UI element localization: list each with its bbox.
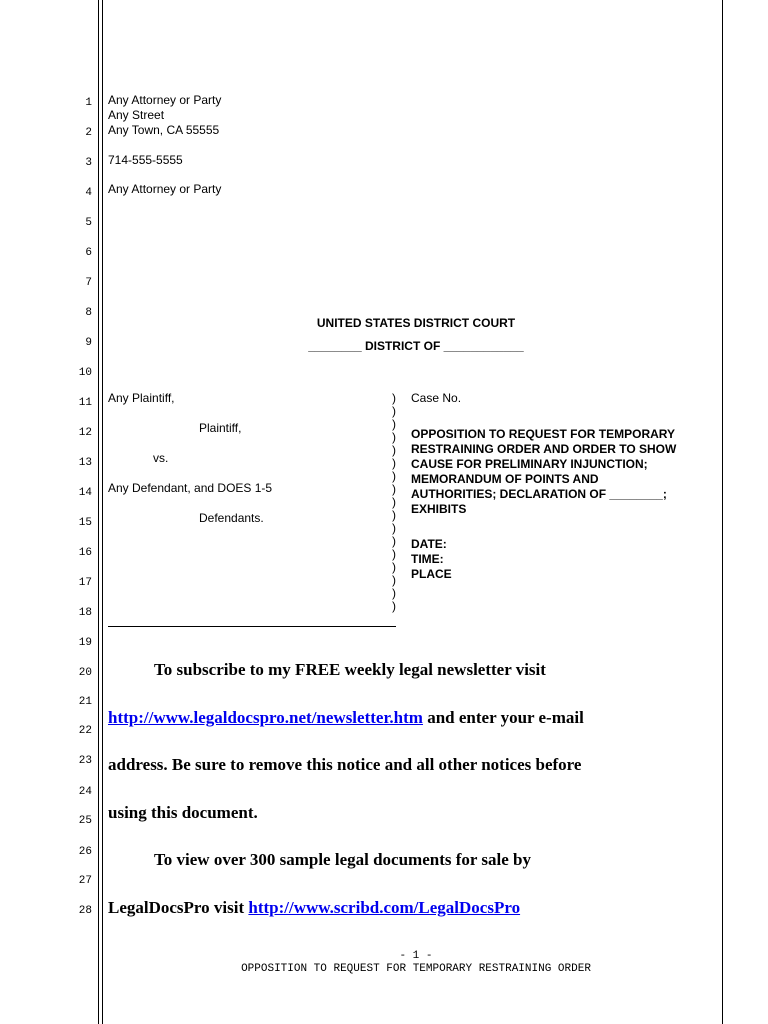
document-title-line: MEMORANDUM OF POINTS AND [411,472,599,486]
defendant-role: Defendants. [199,511,264,525]
line-number: 21 [78,696,92,708]
notice-line-2 [108,708,584,728]
notice-line-6 [108,898,520,918]
line-number: 13 [78,457,92,469]
line-number: 16 [78,547,92,559]
court-name: UNITED STATES DISTRICT COURT [316,316,516,330]
line-number: 17 [78,577,92,589]
line-number: 19 [78,637,92,649]
notice-line-4: using this document. [108,803,258,822]
newsletter-link[interactable]: http://www.legaldocspro.net/newsletter.htm [108,708,423,727]
line-number: 15 [78,517,92,529]
line-number: 12 [78,427,92,439]
line-number: 20 [78,667,92,679]
line-number: 26 [78,846,92,858]
attorney-name: Any Attorney or Party [108,93,222,107]
line-number: 25 [78,815,92,827]
case-number-label: Case No. [411,391,462,405]
document-title-line: EXHIBITS [411,502,467,516]
line-number: 22 [78,725,92,737]
line-number: 1 [85,97,92,109]
document-title-line: CAUSE FOR PRELIMINARY INJUNCTION; [411,457,648,471]
hearing-time-label: TIME: [411,552,444,566]
line-number: 3 [85,157,92,169]
line-number: 18 [78,607,92,619]
document-title [411,427,676,517]
line-number: 28 [78,905,92,917]
line-number: 24 [78,786,92,798]
plaintiff-name: Any Plaintiff, [108,391,175,405]
footer-title: OPPOSITION TO REQUEST FOR TEMPORARY RESTRAINING ORDER [241,963,591,975]
right-margin-rule [722,0,723,1024]
line-number: 2 [85,127,92,139]
line-number: 11 [78,397,92,409]
document-title-line: RESTRAINING ORDER AND ORDER TO SHOW [411,442,677,456]
versus-label: vs. [153,451,169,465]
court-district: ________ DISTRICT OF ____________ [308,339,524,353]
notice-line-3: address. Be sure to remove this notice and all other notices before [108,755,582,774]
document-title-line: AUTHORITIES; DECLARATION OF ________; [411,487,667,501]
line-number: 7 [85,277,92,289]
notice-line-5: To view over 300 sample legal documents for sale by [154,850,531,869]
defendant-name: Any Defendant, and DOES 1-5 [108,481,273,495]
attorney-phone: 714-555-5555 [108,153,183,167]
line-number: 5 [85,217,92,229]
left-margin-rule-outer [98,0,99,1024]
left-margin-rule-inner [102,0,103,1024]
scribd-link[interactable]: http://www.scribd.com/LegalDocsPro [248,898,521,917]
hearing-date-label: DATE: [411,537,447,551]
page-number: - 1 - [399,950,433,962]
line-number: 23 [78,755,92,767]
line-number: 6 [85,247,92,259]
document-title-line: OPPOSITION TO REQUEST FOR TEMPORARY [411,427,676,441]
line-number: 8 [85,307,92,319]
plaintiff-role: Plaintiff, [199,421,242,435]
notice-line-2-text: and enter your e-mail [422,708,584,727]
line-number: 27 [78,875,92,887]
line-number: 10 [78,367,92,379]
caption-parenthesis-column: ) ) ) ) ) ) ) ) ) ) ) ) ) ) ) ) ) [392,391,396,613]
attorney-street: Any Street [108,108,165,122]
caption-bottom-rule [108,626,396,627]
notice-line-6-text: LegalDocsPro visit [108,898,249,917]
line-number: 4 [85,187,92,199]
line-number: 14 [78,487,92,499]
attorney-for: Any Attorney or Party [108,182,222,196]
attorney-city: Any Town, CA 55555 [108,123,220,137]
hearing-place-label: PLACE [411,567,452,581]
line-number: 9 [85,337,92,349]
notice-line-1: To subscribe to my FREE weekly legal newsletter visit [154,660,546,679]
